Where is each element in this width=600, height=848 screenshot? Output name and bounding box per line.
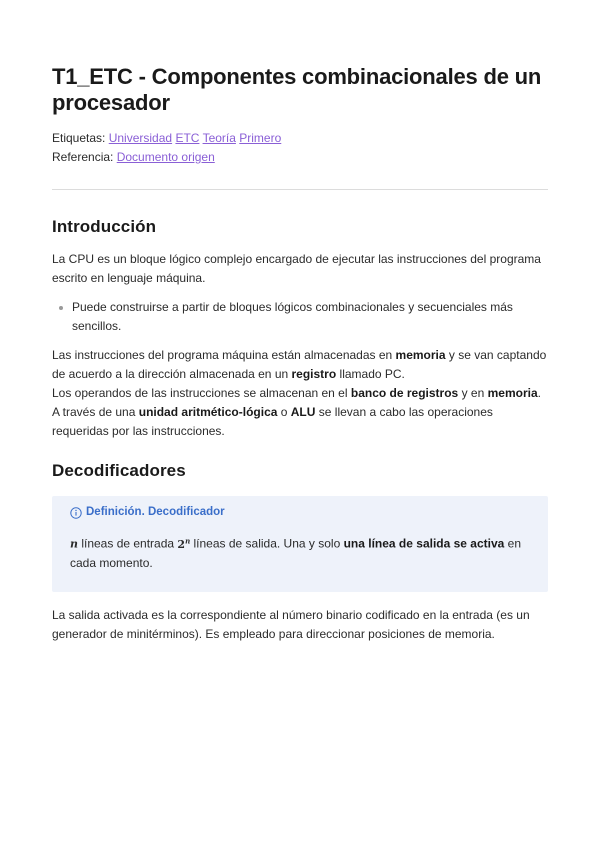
cpu-description-paragraph	[52, 346, 548, 441]
text-run: A través de una	[52, 405, 139, 419]
bold-term-memoria: memoria	[395, 348, 446, 362]
tags-label: Etiquetas:	[52, 131, 106, 145]
tags-row	[52, 129, 548, 148]
text-run: Los operandos de las instrucciones se almacenan en el	[52, 386, 351, 400]
math-power-2n	[177, 538, 190, 551]
intro-paragraph: La CPU es un bloque lógico complejo encargado de ejecutar las instrucciones del programa escrito en lenguaje máquina.	[52, 252, 541, 285]
text-run: Las instrucciones del programa máquina están almacenadas en	[52, 348, 396, 362]
bullet-dot-icon	[59, 306, 63, 310]
text-run: en cada momento.	[70, 536, 522, 570]
bold-term-memoria: memoria	[487, 386, 538, 400]
text-run: llamado PC.	[336, 367, 405, 381]
tag-link-universidad[interactable]: Universidad	[108, 131, 173, 145]
info-icon	[70, 507, 82, 519]
bold-term-unidad-aritmetico-logica: unidad aritmético-lógica	[138, 405, 278, 419]
section-heading-introduccion: Introducción	[52, 217, 157, 236]
divider	[52, 189, 548, 190]
tag-link-etc[interactable]: ETC	[175, 131, 200, 145]
bold-term-registro: registro	[291, 367, 337, 381]
decoder-paragraph: La salida activada es la correspondiente al número binario codificado en la entrada (es un generador de minitérminos). Es empleado para direccionar posiciones de memoria.	[52, 607, 530, 641]
tag-link-teoria[interactable]: Teoría	[202, 131, 236, 145]
text-run: o	[277, 405, 291, 419]
section-heading-decodificadores: Decodificadores	[52, 461, 186, 480]
reference-label: Referencia:	[52, 150, 114, 164]
callout-body	[70, 531, 530, 573]
definition-callout	[52, 496, 548, 592]
callout-title	[70, 504, 530, 521]
text-run: líneas de salida. Una y solo	[190, 536, 344, 551]
text-run: y se van captando de acuerdo a la dirección almacenada en un	[52, 348, 547, 381]
math-base: 2	[177, 537, 186, 551]
text-run: y en	[458, 386, 488, 400]
text-run: .	[537, 386, 541, 400]
intro-bullet-list	[52, 298, 548, 336]
bold-term-banco-de-registros: banco de registros	[350, 386, 459, 400]
reference-row	[52, 148, 548, 167]
list-item-text: Puede construirse a partir de bloques lógicos combinacionales y secuenciales más sencillos.	[72, 300, 513, 333]
reference-link[interactable]: Documento origen	[116, 150, 215, 164]
math-exponent: n	[185, 536, 191, 545]
tag-link-primero[interactable]: Primero	[239, 131, 282, 145]
text-run: se llevan a cabo las operaciones requeridas por las instrucciones.	[52, 405, 493, 438]
bold-term-alu: ALU	[290, 405, 316, 419]
text-run: líneas de entrada	[78, 536, 178, 551]
math-variable-n: n	[70, 537, 78, 551]
callout-title-text: Definición. Decodificador	[86, 506, 225, 518]
bold-term-linea-activa: una línea de salida se activa	[343, 536, 505, 551]
list-item	[72, 298, 548, 336]
page-metadata	[52, 129, 548, 167]
page-title: T1_ETC - Componentes combinacionales de un procesador	[52, 64, 542, 115]
